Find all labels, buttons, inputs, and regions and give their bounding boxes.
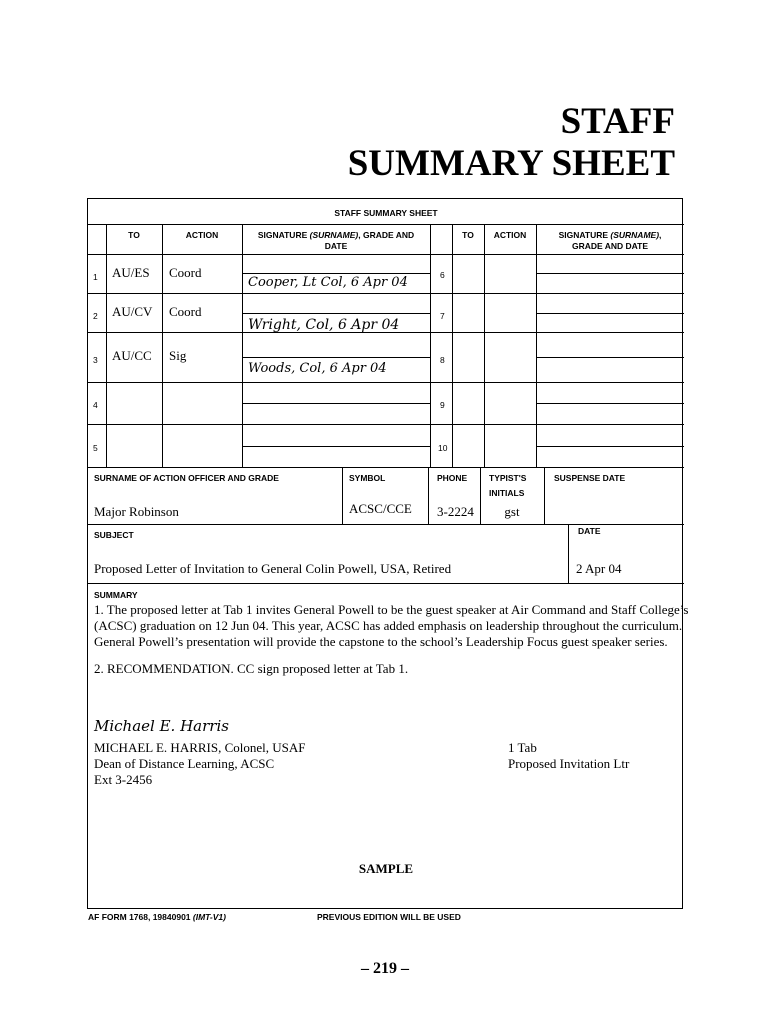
phone-value: 3-2224 xyxy=(437,504,474,519)
divider xyxy=(242,313,430,314)
subject-date: 2 Apr 04 xyxy=(576,561,622,576)
divider xyxy=(242,357,430,358)
row-number: 10 xyxy=(438,443,448,453)
page-title-line2: SUMMARY SHEET xyxy=(347,143,675,184)
divider xyxy=(88,524,684,525)
divider xyxy=(484,224,485,467)
divider xyxy=(162,224,163,467)
subject-label: SUBJECT xyxy=(94,530,134,540)
phone-label: PHONE xyxy=(437,473,468,483)
col-action-right: ACTION xyxy=(493,230,527,240)
subject-text: Proposed Letter of Invitation to General Colin Powell, USA, Retired xyxy=(94,561,452,576)
surname-label: SURNAME OF ACTION OFFICER AND GRADE xyxy=(94,473,279,483)
routing-action: Coord xyxy=(169,265,202,280)
signer-signature: Michael E. Harris xyxy=(94,717,229,735)
routing-to: AU/CC xyxy=(112,348,152,363)
col-signature: SIGNATURE (SURNAME), GRADE AND DATE xyxy=(257,230,415,251)
staff-summary-form xyxy=(87,198,689,909)
routing-signature: Wright, Col, 6 Apr 04 xyxy=(248,317,400,333)
date-label: DATE xyxy=(578,526,601,536)
divider xyxy=(88,424,684,425)
divider xyxy=(88,382,684,383)
divider xyxy=(242,403,430,404)
signer-block: MICHAEL E. HARRIS, Colonel, USAF Dean of Distance Learning, ACSC Ext 3-2456 xyxy=(94,740,306,787)
summary-paragraph-1: 1. The proposed letter at Tab 1 invites General Powell to be the guest speaker at Air Command and Staff College’s (ACSC) graduation on 12 Jun 04. This year, ACSC has added emphasis on leadership throughout the curriculum. General Powell’s presentation will provide the capstone to the school’s Leadership Focus guest speaker series. xyxy=(94,602,689,649)
divider xyxy=(88,254,684,255)
typist-label: TYPIST'S INITIALS xyxy=(489,473,527,498)
summary-label: SUMMARY xyxy=(94,590,138,600)
row-number: 5 xyxy=(93,443,98,453)
divider xyxy=(544,467,545,524)
divider xyxy=(106,224,107,467)
row-number: 8 xyxy=(440,355,445,365)
divider xyxy=(536,403,684,404)
divider xyxy=(536,273,684,274)
row-number: 1 xyxy=(93,272,98,282)
page-title-line1: STAFF xyxy=(560,101,675,142)
divider xyxy=(342,467,343,524)
divider xyxy=(242,273,430,274)
divider xyxy=(430,224,431,467)
routing-signature: Cooper, Lt Col, 6 Apr 04 xyxy=(248,275,408,290)
divider xyxy=(428,467,429,524)
row-number: 4 xyxy=(93,400,98,410)
routing-to: AU/CV xyxy=(112,304,153,319)
col-action: ACTION xyxy=(185,230,219,240)
divider xyxy=(88,467,684,468)
action-officer-value: Major Robinson xyxy=(94,504,179,519)
col-signature-right: SIGNATURE (SURNAME), GRADE AND DATE xyxy=(558,230,662,251)
symbol-value: ACSC/CCE xyxy=(349,501,412,516)
form-header: STAFF SUMMARY SHEET xyxy=(334,208,438,218)
divider xyxy=(536,224,537,467)
row-number: 3 xyxy=(93,355,98,365)
divider xyxy=(536,446,684,447)
symbol-label: SYMBOL xyxy=(349,473,386,483)
row-number: 2 xyxy=(93,311,98,321)
row-number: 6 xyxy=(440,270,445,280)
col-to-right: TO xyxy=(462,230,474,240)
divider xyxy=(536,357,684,358)
row-number: 7 xyxy=(440,311,445,321)
page-number: – 219 – xyxy=(361,960,409,977)
divider xyxy=(88,293,684,294)
divider xyxy=(536,313,684,314)
attachment-block: 1 Tab Proposed Invitation Ltr xyxy=(508,740,630,771)
divider xyxy=(568,524,569,583)
routing-signature: Woods, Col, 6 Apr 04 xyxy=(248,361,387,376)
divider xyxy=(242,224,243,467)
divider xyxy=(452,224,453,467)
routing-to: AU/ES xyxy=(112,265,150,280)
col-to: TO xyxy=(128,230,140,240)
edition-note: PREVIOUS EDITION WILL BE USED xyxy=(317,912,461,922)
summary-recommendation: 2. RECOMMENDATION. CC sign proposed letter at Tab 1. xyxy=(94,661,409,676)
divider xyxy=(242,446,430,447)
routing-action: Sig xyxy=(169,348,187,363)
divider xyxy=(88,583,684,584)
suspense-label: SUSPENSE DATE xyxy=(554,473,626,483)
divider xyxy=(88,224,684,225)
typist-value: gst xyxy=(504,504,520,519)
routing-action: Coord xyxy=(169,304,202,319)
sample-watermark: SAMPLE xyxy=(358,861,414,876)
row-number: 9 xyxy=(440,400,445,410)
form-number: AF FORM 1768, 19840901 (IMT-V1) xyxy=(88,912,226,922)
